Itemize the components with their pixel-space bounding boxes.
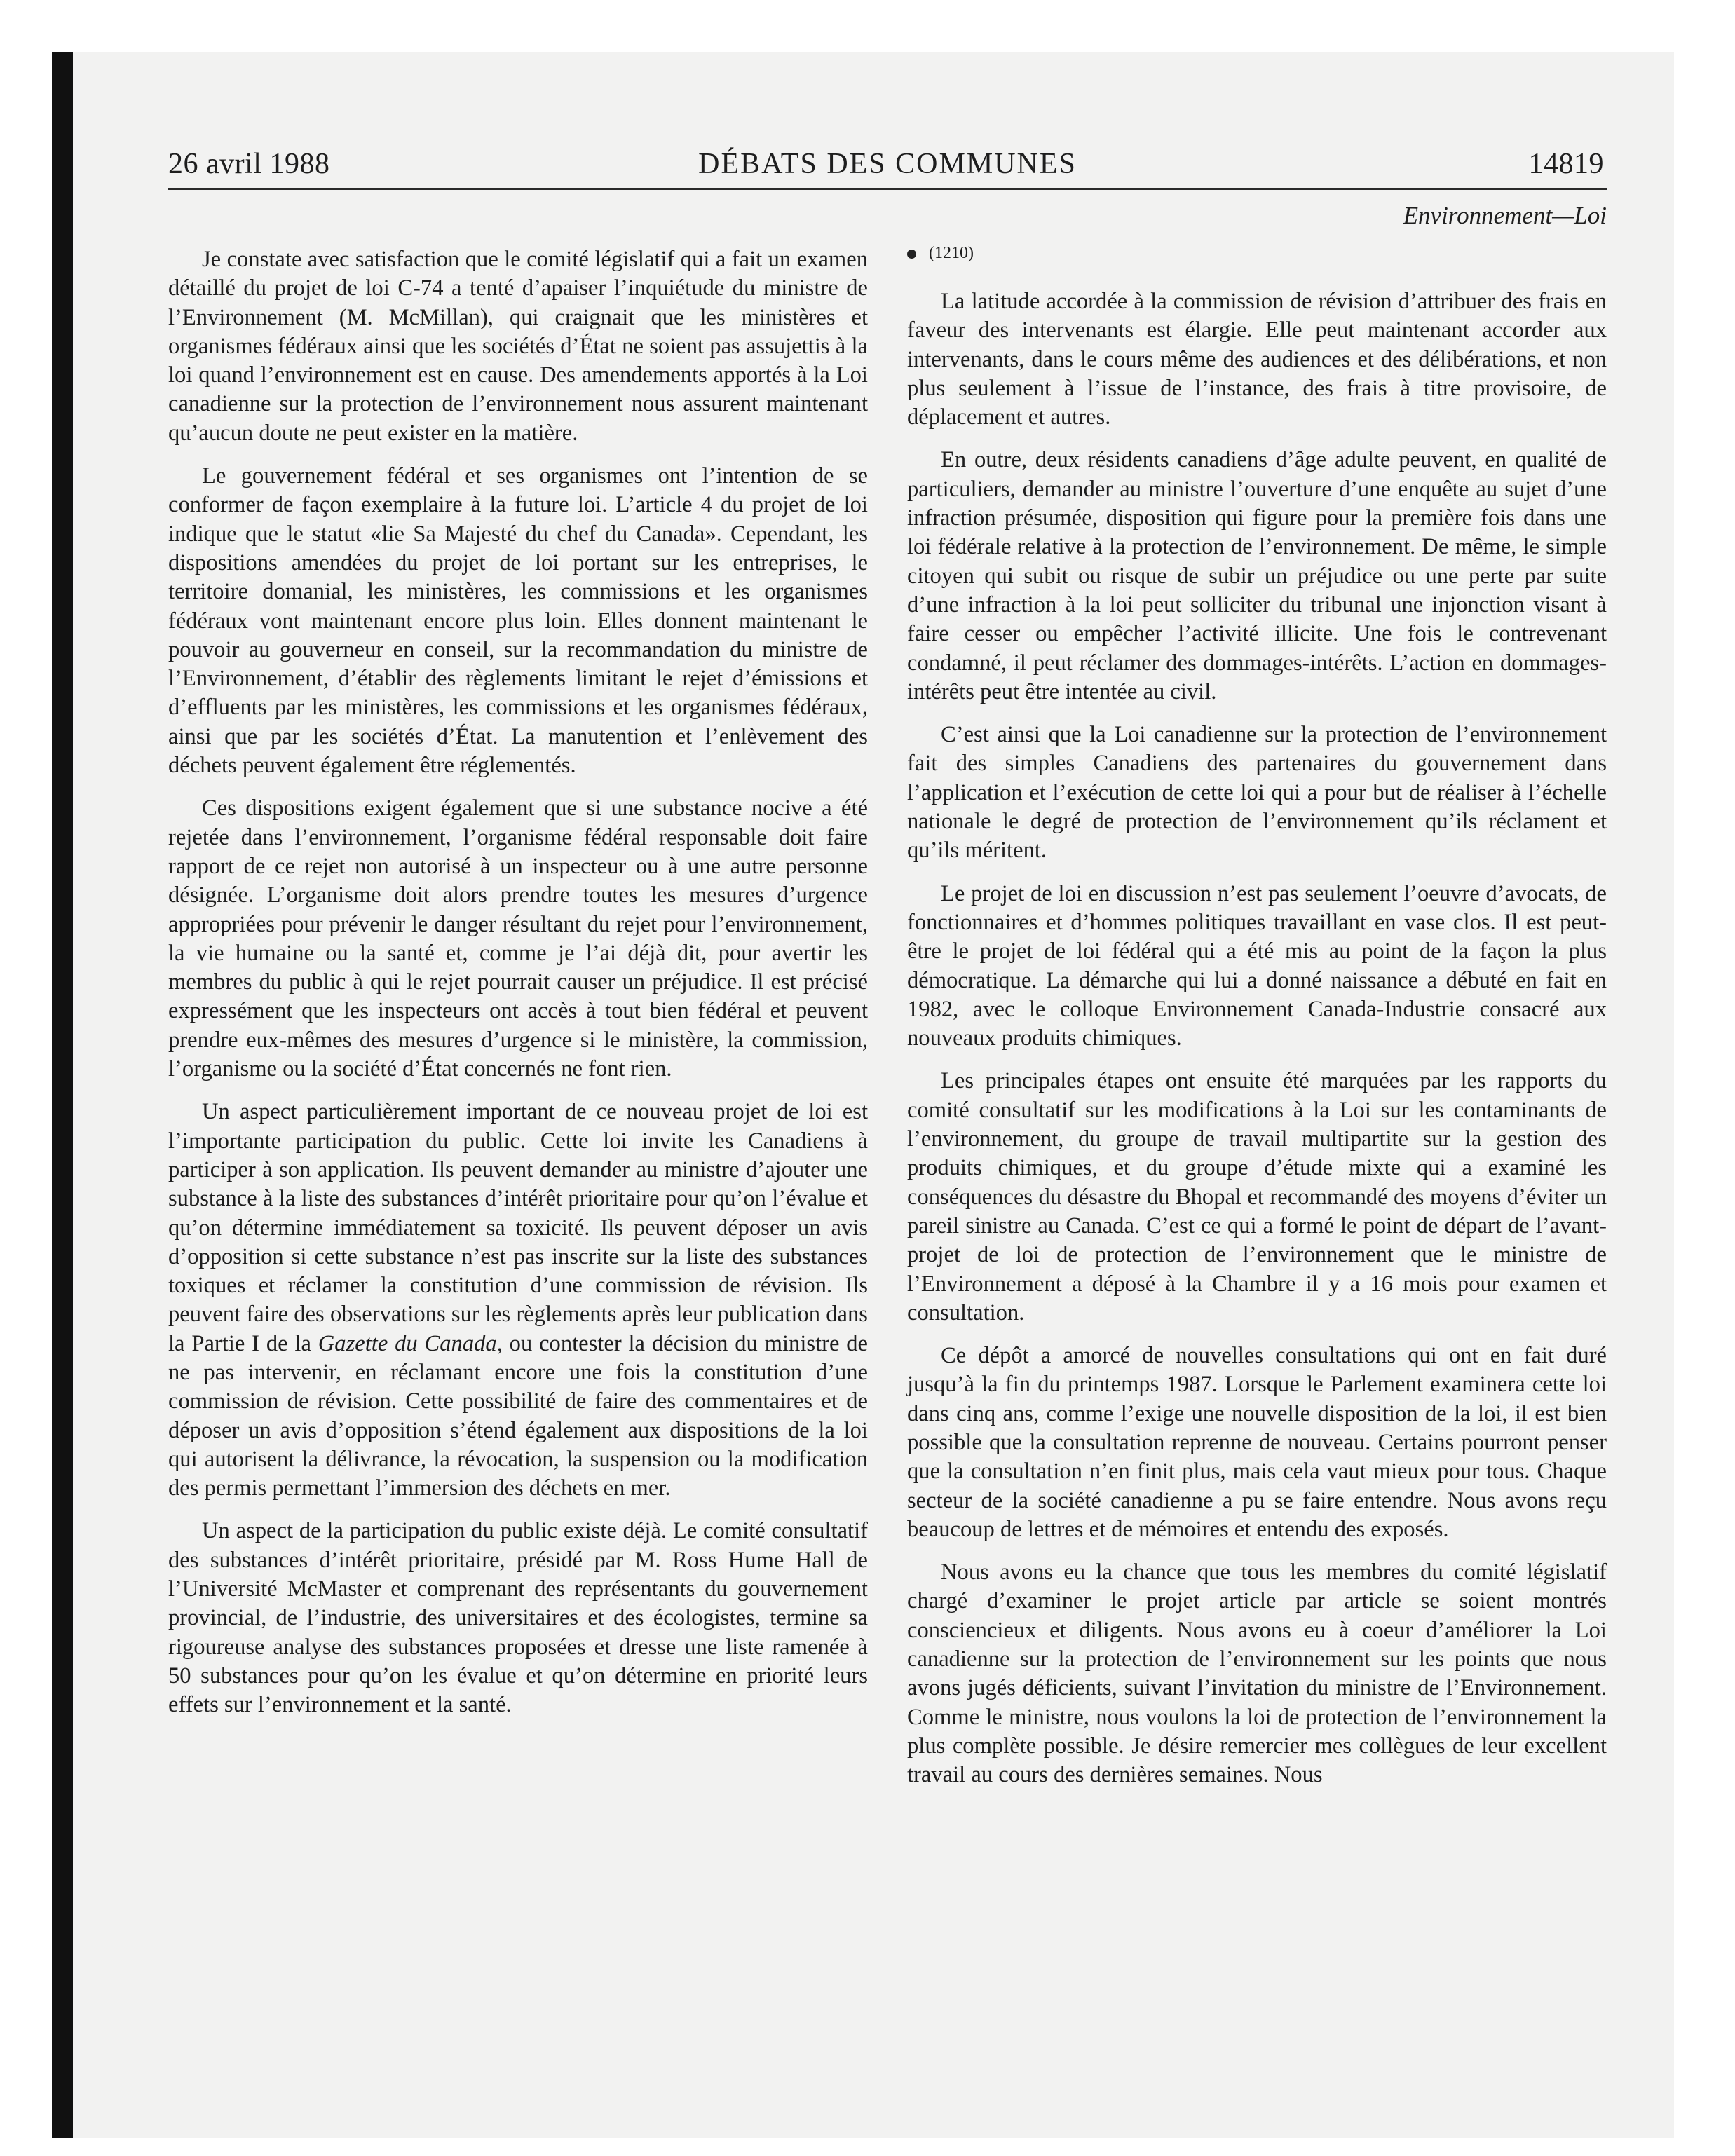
header-date: 26 avril 1988 <box>168 148 330 180</box>
timestamp <box>907 243 1607 264</box>
paragraph-text: Un aspect particulièrement important de ce nouveau projet de loi est l’importante participation du public. Cette loi invite les Canadiens à participer à son application. Ils peuvent demander au ministre d’ajouter une substance à la liste des substances d’intérêt prioritaire pour qu’on l’évalue et qu’on détermine immédiatement sa toxicité. Ils peuvent déposer un avis d’opposition si cette substance n’est pas inscrite sur la liste des substances toxiques et réclamer la constitution d’une commission de révision. Ils peuvent faire des observations sur les règlements après leur publication dans la Partie I de la <box>168 1099 868 1356</box>
section-title: Environnement—Loi <box>1403 202 1607 229</box>
left-column <box>168 245 868 1734</box>
paragraph: Ce dépôt a amorcé de nouvelles consultations qui ont en fait duré jusqu’à la fin du printemps 1987. Lorsque le Parlement examinera cette loi dans cinq ans, comme l’exige une nouvelle disposition de la loi, il est bien possible que la consultation reprenne de nouveau. Certains pourront penser que la consultation n’en finit plus, mais cela vaut mieux pour tous. Chaque secteur de la société canadienne a pu se faire entendre. Nous avons reçu beaucoup de lettres et de mémoires et entendu des exposés. <box>907 1343 1607 1542</box>
paragraph: Je constate avec satisfaction que le comité législatif qui a fait un examen détaillé du projet de loi C-74 a tenté d’apaiser l’inquiétude du ministre de l’Environnement (M. McMillan), qui craignait que les ministères et organismes fédéraux ainsi que les sociétés d’État ne soient pas assujettis à la loi quand l’environnement est en cause. Des amendements apportés à la Loi canadienne sur la protection de l’environnement nous assurent maintenant qu’aucun doute ne peut exister en la matière. <box>168 247 868 446</box>
header-page-number: 14819 <box>1528 148 1604 180</box>
header-title: DÉBATS DES COMMUNES <box>698 148 1077 180</box>
paragraph: Le projet de loi en discussion n’est pas seulement l’oeuvre d’avocats, de fonctionnaires et d’hommes politiques travaillant en vase clos. Il est peut-être le projet de loi fédéral qui a été mis au point de la façon la plus démocratique. La démarche qui lui a donné naissance a débuté en fait en 1982, avec le colloque Environnement Canada-Industrie consacré aux nouveaux produits chimiques. <box>907 880 1607 1051</box>
paragraph <box>168 1098 868 1503</box>
paragraph: Le gouvernement fédéral et ses organismes ont l’intention de se conformer de façon exemplaire à la future loi. L’article 4 du projet de loi indique que le statut «lie Sa Majesté du chef du Canada». Cependant, les dispositions amendées du projet de loi portant sur les entreprises, le territoire domanial, les ministères, les commissions et les organismes fédéraux vont maintenant encore plus loin. Elles donnent maintenant le pouvoir au gouverneur en conseil, sur la recommandation du ministre de l’Environnement, d’établir des règlements limitant le rejet d’émissions et d’effluents par les ministères, les commissions et les organismes fédéraux, ainsi que par les sociétés d’État. La manutention et l’enlèvement des déchets peuvent également être réglementés. <box>168 463 868 779</box>
paragraph: La latitude accordée à la commission de révision d’attribuer des frais en faveur des intervenants est élargie. Elle peut maintenant accorder aux intervenants, dans le cours même des audiences et des délibérations, et non plus seulement à l’issue de l’instance, des frais à titre provisoire, de déplacement et autres. <box>907 289 1607 430</box>
timestamp-text: (1210) <box>929 244 974 262</box>
publication-title: Gazette du Canada <box>318 1330 497 1356</box>
paragraph: Nous avons eu la chance que tous les membres du comité législatif chargé d’examiner le projet article par article se soient montrés consciencieux et diligents. Nous avons eu à coeur d’améliorer la Loi canadienne sur la protection de l’environnement sur les points que nous avons jugés déficients, suivant l’invitation du ministre de l’Environnement. Comme le ministre, nous voulons la loi de protection de l’environnement la plus complète possible. Je désire remercier mes collègues de leur excellent travail au cours des dernières semaines. Nous <box>907 1560 1607 1788</box>
paragraph: C’est ainsi que la Loi canadienne sur la protection de l’environnement fait des simples Canadiens des partenaires du gouvernement dans l’application et l’exécution de cette loi qui a pour but de réaliser à l’échelle nationale le degré de protection de l’environnement qu’ils réclament et qu’ils méritent. <box>907 722 1607 864</box>
paragraph-text: , ou contester la décision du ministre de ne pas intervenir, en réclamant encore une fois la constitution d’une commission de révision. Cette possibilité de faire des commentaires et de déposer un avis d’opposition s’étend également aux dispositions de la loi qui autorisent la délivrance, la révocation, la suspension ou la modification des permis permettant l’immersion des déchets en mer. <box>168 1330 868 1501</box>
paragraph: Ces dispositions exigent également que si une substance nocive a été rejetée dans l’environnement, l’organisme fédéral responsable doit faire rapport de ce rejet non autorisé à un inspecteur ou à une autre personne désignée. L’organisme doit alors prendre toutes les mesures d’urgence appropriées pour prévenir le danger résultant du rejet pour l’environnement, la vie humaine ou la santé et, comme je l’ai déjà dit, pour avertir les membres du public à qui le rejet pourrait causer un préjudice. Il est précisé expressément que les inspecteurs ont accès à tout bien fédéral et peuvent prendre eux-mêmes des mesures d’urgence si le ministère, la commission, l’organisme ou la société d’État concernés ne font rien. <box>168 796 868 1082</box>
paragraph: En outre, deux résidents canadiens d’âge adulte peuvent, en qualité de particuliers, demander au ministre l’ouverture d’une enquête au sujet d’une infraction présumée, disposition qui figure pour la première fois dans une loi fédérale relative à la protection de l’environnement. De même, le simple citoyen qui subit ou risque de subir un préjudice ou une perte par suite d’une infraction à la loi peut solliciter du tribunal une injonction visant à faire cesser ou empêcher l’activité illicite. Une fois le contrevenant condamné, il peut réclamer des dommages-intérêts. L’action en dommages-intérêts peut être intentée au civil. <box>907 447 1607 704</box>
page-header <box>168 146 1607 190</box>
paragraph: Les principales étapes ont ensuite été marquées par les rapports du comité consultatif sur les modifications à la Loi sur les contaminants de l’environnement, du groupe de travail multipartite sur la gestion des produits chimiques, et du groupe d’étude mixte qui a examiné les conséquences du désastre du Bhopal et recommandé des moyens d’éviter un pareil sinistre au Canada. C’est ce qui a formé le point de départ de l’avant-projet de loi de protection de l’environnement que le ministre de l’Environnement a déposé à la Chambre il y a 16 mois pour examen et consultation. <box>907 1068 1607 1325</box>
paragraph: Un aspect de la participation du public existe déjà. Le comité consultatif des substances d’intérêt prioritaire, présidé par M. Ross Hume Hall de l’Université McMaster et comprenant des représentants du gouvernement provincial, de l’industrie, des universitaires et des écologistes, termine sa rigoureuse analyse des substances proposées et dresse une liste ramenée à 50 substances pour qu’on les évalue et qu’on détermine en priorité leurs effets sur l’environnement et la santé. <box>168 1518 868 1718</box>
scan-edge <box>52 52 73 2138</box>
right-column <box>907 202 1607 1804</box>
bullet-icon <box>907 250 916 259</box>
